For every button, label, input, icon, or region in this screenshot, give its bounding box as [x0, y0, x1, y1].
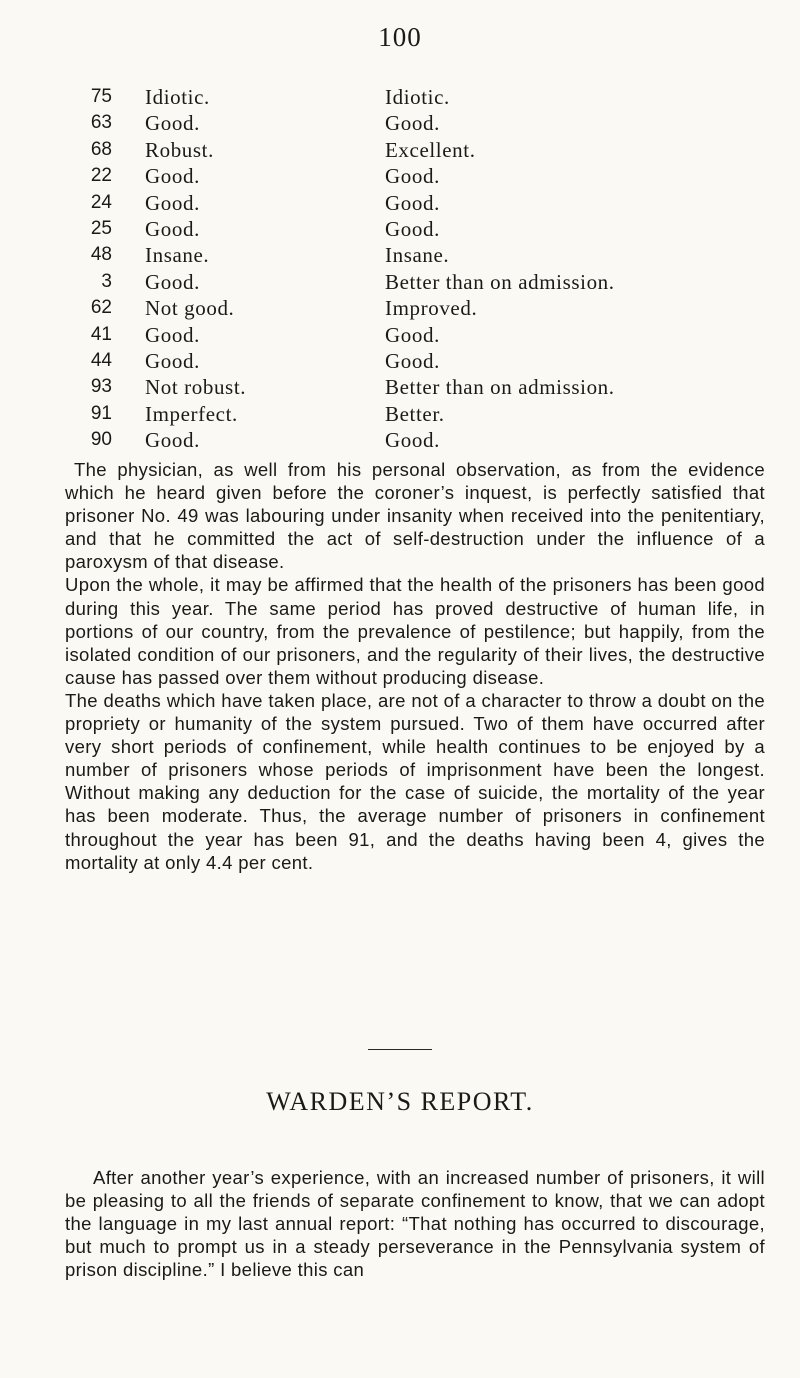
health-present: Idiotic. [385, 85, 450, 109]
section-heading: WARDEN’S REPORT. [266, 1087, 534, 1116]
table-row [66, 110, 766, 136]
paragraph-physician-opinion: The physician, as well from his personal observation, as from the evidence which he heard given before the coroner’s inquest, is perfectly satisfied that prisoner No. 49 was labouring under insanity when received into the penitentiary, and that he committed the act of self-destruction under the influence of a paroxysm of that disease. [65, 459, 765, 573]
health-on-admission: Good. [145, 190, 200, 215]
prisoner-number: 24 [90, 191, 112, 213]
prisoner-number: 3 [101, 270, 112, 292]
health-on-admission: Not good. [145, 296, 235, 321]
prisoner-health-table [66, 84, 766, 453]
table-row [66, 163, 766, 189]
paragraph-deaths-mortality: The deaths which have taken place, are not of a character to throw a doubt on the propriety or humanity of the system pursued. Two of them have occurred after very short periods of confinement, while health continues to be enjoyed by a number of prisoners whose periods of imprisonment have been the longest. Without making any deduction for the case of suicide, the mortality of the year has been moderate. Thus, the average number of prisoners in confinement throughout the year has been 91, and the deaths having been 4, gives the mortality at only 4.4 per cent. [65, 689, 765, 873]
prisoner-number: 22 [90, 165, 112, 187]
health-on-admission: Imperfect. [145, 401, 238, 426]
health-on-admission: Good. [145, 111, 200, 136]
paragraph-health-of-prisoners: Upon the whole, it may be affirmed that the health of the prisoners has been good during this year. The same period has proved destructive of human life, in portions of our country, from the prevalence of pestilence; but happily, from the isolated condition of our prisoners, and the regularity of their lives, the destructive cause has passed over them without producing disease. [65, 574, 765, 688]
paragraph-warden-report: After another year’s experience, with an increased number of prisoners, it will be pleasing to all the friends of separate confinement to know, that we can adopt the language in my last annual report: “That nothing has occurred to discourage, but much to prompt us in a steady perseverance in the Pennsylvania system of prison discipline.” I believe this can [65, 1166, 765, 1280]
health-present: Insane. [385, 243, 450, 268]
health-present: Better than on admission. [385, 269, 615, 294]
health-present: Good. [385, 164, 440, 189]
table-row [66, 295, 766, 321]
table-row [66, 190, 766, 216]
prisoner-number: 75 [90, 86, 112, 107]
table-row [66, 374, 766, 400]
prisoner-number: 91 [90, 402, 112, 424]
physician-report-text [65, 458, 765, 874]
section-divider [368, 1049, 432, 1050]
prisoner-number: 62 [90, 297, 112, 319]
table-row [66, 322, 766, 348]
page-number: 100 [378, 22, 422, 52]
prisoner-number: 48 [90, 244, 112, 266]
health-on-admission: Good. [145, 164, 200, 189]
health-on-admission: Good. [145, 216, 200, 241]
health-present: Better. [385, 401, 445, 426]
health-present: Good. [385, 190, 440, 215]
table-row [66, 401, 766, 427]
health-present: Better than on admission. [385, 375, 615, 400]
health-on-admission: Good. [145, 269, 200, 294]
table-row [66, 137, 766, 163]
prisoner-number: 41 [90, 323, 112, 345]
health-present: Good. [385, 322, 440, 347]
table-row [66, 216, 766, 242]
prisoner-number: 63 [90, 112, 112, 134]
health-present: Excellent. [385, 137, 476, 162]
health-present: Improved. [385, 296, 478, 321]
health-on-admission: Insane. [145, 243, 210, 268]
health-on-admission: Not robust. [145, 375, 247, 400]
health-on-admission: Idiotic. [145, 85, 210, 109]
prisoner-number: 93 [90, 376, 112, 398]
prisoner-number: 44 [90, 349, 112, 371]
health-on-admission: Good. [145, 348, 200, 373]
table-row [66, 269, 766, 295]
health-on-admission: Good. [145, 428, 200, 453]
health-on-admission: Good. [145, 322, 200, 347]
health-present: Good. [385, 348, 440, 373]
health-present: Good. [385, 111, 440, 136]
prisoner-number: 25 [90, 217, 112, 239]
prisoner-number: 68 [90, 138, 112, 160]
health-present: Good. [385, 216, 440, 241]
table-row [66, 242, 766, 268]
table-row [66, 427, 766, 453]
prisoner-number: 90 [90, 429, 112, 451]
table-row [66, 348, 766, 374]
health-present: Good. [385, 428, 440, 453]
health-on-admission: Robust. [145, 137, 214, 162]
table-row [66, 84, 766, 110]
